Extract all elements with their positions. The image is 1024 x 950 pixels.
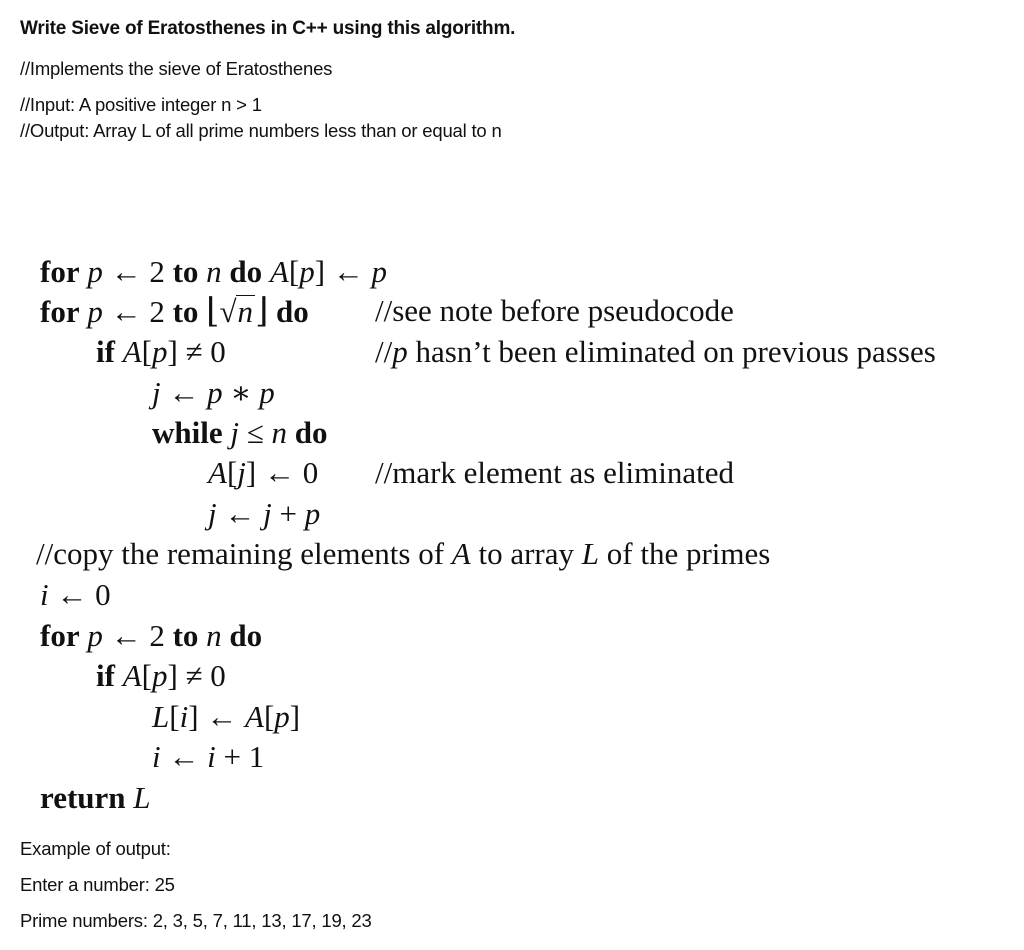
pseudo-line-12: i ← i + 1	[152, 739, 265, 774]
comment-copy-remaining	[36, 538, 770, 569]
example-output-line: Prime numbers: 2, 3, 5, 7, 11, 13, 17, 19, 23	[20, 910, 372, 931]
comment-mark-eliminated: //mark element as eliminated	[375, 455, 734, 490]
header-line-2: //Input: A positive integer n > 1	[20, 94, 262, 115]
comment-not-eliminated	[375, 336, 936, 367]
pseudo-line-6: A[j] ← 0	[208, 455, 319, 490]
pseudo-line-1: for p ← 2 to n do A[p] ← p	[40, 254, 388, 289]
pseudo-line-9: for p ← 2 to n do	[40, 618, 263, 653]
pseudo-line-11: L[i] ← A[p]	[152, 699, 301, 734]
header-line-1: //Implements the sieve of Eratosthenes	[20, 58, 333, 79]
example-heading: Example of output:	[20, 838, 171, 859]
copy-var-A: A	[451, 536, 471, 571]
header-line-3: //Output: Array L of all prime numbers less than or equal to n	[20, 120, 502, 141]
copy-var-L: L	[581, 536, 600, 571]
comment-slashes: //	[375, 334, 393, 369]
pseudo-line-3: if A[p] ≠ 0	[96, 334, 226, 369]
pseudo-line-10: if A[p] ≠ 0	[96, 658, 226, 693]
question-title: Write Sieve of Eratosthenes in C++ using this algorithm.	[20, 18, 516, 39]
pseudo-line-2: for p ← 2 to ⌊√n⌋ do	[40, 293, 309, 330]
comment-rest: hasn’t been eliminated on previous passes	[407, 334, 936, 369]
comment-see-note: //see note before pseudocode	[375, 293, 734, 328]
pseudo-line-8: i ← 0	[40, 577, 111, 612]
pseudo-line-5: while j ≤ n do	[152, 415, 328, 450]
pseudo-line-7: j ← j + p	[208, 496, 321, 531]
copy-text-2: to array	[470, 536, 582, 571]
copy-text-3: of the primes	[599, 536, 771, 571]
copy-text-1: //copy the remaining elements of	[36, 536, 452, 571]
comment-var-p: p	[392, 334, 408, 369]
example-input-line: Enter a number: 25	[20, 874, 175, 895]
pseudo-line-4: j ← p ∗ p	[152, 375, 275, 410]
pseudo-line-13: return L	[40, 780, 151, 815]
